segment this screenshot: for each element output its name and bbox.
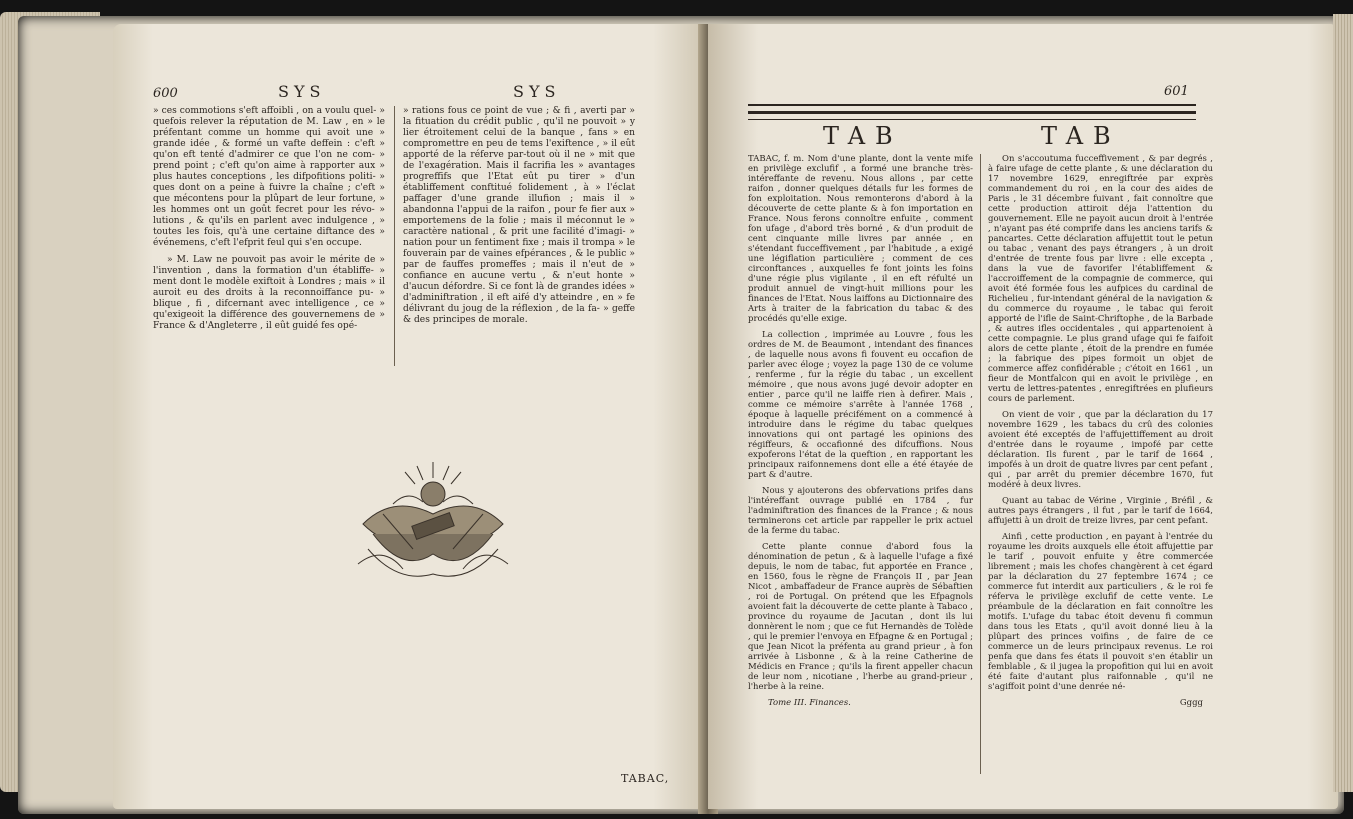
left-page [113,24,705,809]
right-column-1 [748,154,973,708]
right-col2-para-3: Quant au tabac de Vérine , Virginie , Bréfil , & autres pays étrangers , il fut , par le tarif de 1664, affujetti à un droit de treize livres, par cent pefant. [988,496,1213,526]
right-page [708,24,1338,809]
header-rule-top [748,104,1196,112]
right-running-head-2: TAB [1041,122,1121,150]
right-col1-para-3: Nous y ajouterons des obfervations prifes dans l'intéreffant ouvrage publié en 1784 , fur l'adminiftration des finances de la France ; & nous terminerons cet article par rappeller le prix actuel de la ferme du tabac. [748,486,973,536]
left-col1-para-1: » ces commotions s'eft affoibli , on a voulu quel- » quefois relever la réputation de M. Law , en » le préfentant comme un homme qui avoit une » grande idée , & formé un vafte deffein : c'eft » qu'on eft tenté d'admirer ce que l'on ne com- » prend point ; c'eft qu'on aime à rapporter aux » plus hautes conceptions , les difpofitions politi- » ques dont on a peine à fuivre la chaîne ; c'eft » que mécontens pour la plûpart de leur fortune, » les hommes ont un goût fecret pour les révo- » lutions , & qu'ils en parlent avec indulgence , » toutes les fois, qu'à une certaine diftance des » événemens, c'eft l'efprit feul qui s'en occupe. [153,106,385,248]
volume-footer: Tome III. Finances. [768,698,851,708]
left-col2-para-1: » rations fous ce point de vue ; & fi , averti par » la fituation du crédit public , qu'il ne pouvoit » y lier étroitement celui de la banque , fans » en compromettre en peu de tems l'exiftence , » il eût apporté de la réferve par-tout où il ne » mit que de l'exagération. Mais il facrifia les » avantages progreffifs que l'Etat eût pu tirer » d'un établiffement conftitué folidement , à » l'éclat paffager d'une grande illufion ; mais il » abandonna l'appui de la raifon , pour fe fier aux » emportemens de la folie ; mais il méconnut le » caractère national , & prit une facilité d'imagi- » nation pour un fentiment fixe ; mais il trompa » le fouverain par de vaines efpérances , & le public » par de fauffes promeffes ; mais il n'eut de » confiance en aucune vertu , & n'eut honte » d'aucun défordre. Si ce font là de grandes idées » d'adminiftration , il eft aifé d'y atteindre , en » fe délivrant du joug de la réflexion , de la fa- » geffe & des principes de morale. [403,106,635,325]
left-col1-para-2: » M. Law ne pouvoit pas avoir le mérite de » l'invention , dans la formation d'un établiffe- » ment dont le modèle exiftoit à Londres ; mais » il auroit eu des droits à la reconnoiffance pu- » blique , fi , difcernant avec intelligence , ce » qu'exigeoit la différence des gouvernemens de » France & d'Angleterre , il eût guidé fes opé- [153,255,385,331]
right-col2-para-4: Ainfi , cette production , en payant à l'entrée du royaume les droits auxquels elle étoit affujettie par le tarif , pouvoit enfuite y être commercée librement ; mais les chofes changèrent à cet égard par la déclaration du 27 feptembre 1674 ; ce commerce fut interdit aux particuliers , & le roi fe réferva le privilège exclufif de cette vente. Le préambule de la déclaration en fait connoître les motifs. L'ufage du tabac étoit devenu fi commun dans tous les Etats , qu'il avoit donné lieu à la plûpart des princes voifins , de faire de ce commerce un de leurs principaux revenus. Le roi penfa que dans fes états il pouvoit s'en établir un femblable , & il jugea la propofition qui lui en avoit été faite d'autant plus raifonnable , qu'il ne s'agiffoit point d'une denrée né- [988,532,1213,692]
signature-mark: Gggg [1179,698,1203,708]
header-rule-bottom [748,112,1196,120]
left-column-divider [394,106,395,366]
left-column-1 [153,106,385,338]
right-col1-para-1: TABAC, f. m. Nom d'une plante, dont la vente mife en privilège exclufif , a formé une branche très-intéreffante de revenu. Nous allons , par cette raifon , donner quelques détails fur les formes de fon exploitation. Nous remonterons d'abord à la découverte de cette plante & à fon importation en France. Nous ferons connoître enfuite , comment fon ufage , d'abord très borné , & d'un produit de cent cinquante mille livres par année , en s'étendant fucceffivement , par l'habitude , a exigé une légiflation particulière ; comment de ces circonftances , auxquelles fe font joints les foins d'une régie plus vigilante , il en eft réfulté un produit annuel de vingt-huit millions pour les finances de l'Etat. Nous laiffons au Dictionnaire des Arts à traiter de la fabrication du tabac & des procédés qu'elle exige. [748,154,973,324]
right-col1-para-4: Cette plante connue d'abord fous la dénomination de petun , & à laquelle l'ufage a fixé depuis, le nom de tabac, fut apportée en France , en 1560, fous le règne de François II , par Jean Nicot , ambaffadeur de France auprès de Sébaftien , roi de Portugal. On prétend que les Efpagnols avoient fait la découverte de cette plante à Tabaco , province du royaume de Jacutan , dont ils lui donnèrent le nom ; que ce fut Hernandès de Tolède , qui le premier l'envoya en Efpagne & en Portugal ; que Jean Nicot la préfenta au grand prieur , à fon arrivée à Lisbonne , & à la reine Catherine de Médicis en France ; qu'ils la firent appeller chacun de leur nom , nicotiane , l'herbe au grand-prieur , l'herbe à la reine. [748,542,973,692]
left-running-head-1: SYS [278,82,326,101]
ornament-vignette [353,454,513,594]
left-column-2 [403,106,635,332]
open-book [18,16,1344,814]
book-right-edges [1333,14,1353,792]
right-col2-para-1: On s'accoutuma fucceffivement , & par degrés , à faire ufage de cette plante , & une déclaration du 17 novembre 1629, enregiftrée par exprès commandement du roi , en la cour des aides de Paris , le 31 décembre fuivant , fait connoître que cette production attiroit déja l'attention du gouvernement. Elle ne payoit aucun droit à l'entrée , n'ayant pas été comprife dans les anciens tarifs & pancartes. Cette déclaration affujettit tout le petun ou tabac , venant des pays étrangers , à un droit d'entrée de trente fous par livre : elle excepta , dans la vue de favorifer l'établiffement & l'accroiffement de la compagnie de commerce, qui avoit été formée fous les aufpices du cardinal de Richelieu , fur-intendant général de la navigation & du commerce du royaume , le tabac qui feroit apporté de l'ifle de Saint-Chriftophe , de la Barbade , & autres ifles occidentales , qui appartenoient à cette compagnie. Le plus grand ufage qui fe faifoit alors de cette plante , étoit de la prendre en fumée ; la fabrique des pipes formoit un objet de commerce affez confidérable ; c'étoit en 1661 , un fieur de Montfalcon qui en avoit le privilège , en vertu de lettres-patentes , enregiftrées en plufieurs cours de parlement. [988,154,1213,404]
right-running-head-1: TAB [823,122,903,150]
right-page-number: 601 [1164,84,1189,99]
right-col1-para-2: La collection , imprimée au Louvre , fous les ordres de M. de Beaumont , intendant des finances , de laquelle nous avons fi fouvent eu occafion de parler avec éloge ; voyez la page 130 de ce volume , renferme , fur la régie du tabac , un excellent mémoire , que nous avons jugé devoir adopter en entier , parce qu'il ne laiffe rien à defirer. Mais , comme ce mémoire s'arrête à l'année 1768 , époque à laquelle précifément on a commencé à introduire dans le régime du tabac quelques innovations qui ont partagé les opinions des régiffeurs, & occafionné des difcuffions. Nous expoferons l'état de la queftion , en rapportant les principaux raifonnemens dont elle a été étayée de part & d'autre. [748,330,973,480]
left-page-number: 600 [153,86,178,101]
right-col2-para-2: On vient de voir , que par la déclaration du 17 novembre 1629 , les tabacs du crû des colonies avoient été exceptés de l'affujettiffement au droit d'entrée dans le royaume , impofé par cette déclaration. Ils furent , par le tarif de 1664 , impofés à un droit de quatre livres par cent pefant , qui , par arrêt du premier décembre 1670, fut modéré à deux livres. [988,410,1213,490]
right-column-2 [988,154,1213,708]
right-column-divider [980,154,981,774]
catchword: TABAC, [621,772,670,785]
left-running-head-2: SYS [513,82,561,101]
